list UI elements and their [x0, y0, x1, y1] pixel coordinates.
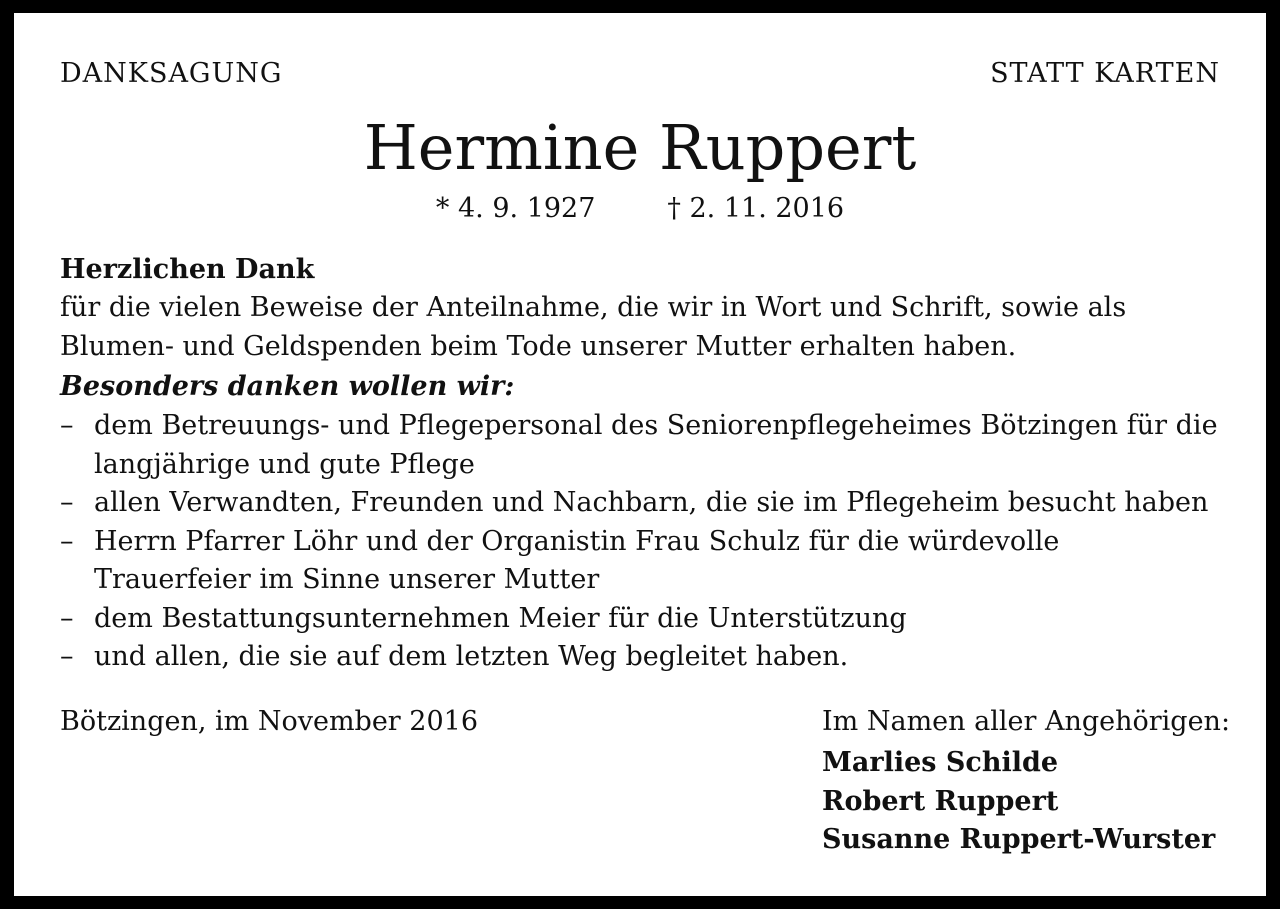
signer-name: Robert Ruppert — [822, 785, 1059, 817]
special-thanks-heading: Besonders danken wollen wir: — [60, 371, 515, 402]
place-and-date: Bötzingen, im November 2016 — [60, 706, 479, 737]
list-item-text: dem Bestattungsunternehmen Meier für die Unterstützung — [94, 602, 907, 634]
life-dates — [14, 193, 1266, 224]
dash-bullet: – — [60, 641, 74, 672]
list-item-text: dem Betreuungs- und Pflegepersonal des Seniorenpflegeheimes Bötzingen für die langjährige und gute Pflege — [94, 410, 1218, 480]
header-danksagung: DANKSAGUNG — [60, 58, 283, 89]
death-date: † 2. 11. 2016 — [667, 193, 845, 224]
list-item — [60, 484, 1220, 523]
signer-name: Marlies Schilde — [822, 747, 1059, 778]
deceased-name: Hermine Ruppert — [363, 111, 917, 184]
obituary-card — [14, 13, 1266, 896]
signer-name: Susanne Ruppert-Wurster — [822, 824, 1216, 855]
dash-bullet: – — [60, 602, 74, 634]
special-thanks-list — [60, 407, 1220, 677]
list-item — [60, 600, 1220, 639]
dash-bullet: – — [60, 487, 74, 518]
dash-bullet: – — [60, 410, 74, 441]
list-item-text: allen Verwandten, Freunden und Nachbarn, die sie im Pflegeheim besucht haben — [94, 487, 1209, 518]
signature-intro: Im Namen aller Angehörigen: — [822, 706, 1231, 737]
thanks-heading: Herzlichen Dank — [60, 254, 315, 285]
birth-date: * 4. 9. 1927 — [435, 193, 596, 224]
list-item — [60, 638, 1220, 677]
list-item-text: Herrn Pfarrer Löhr und der Organistin Frau Schulz für die würdevolle Trauerfeier im Sinne unserer Mutter — [94, 525, 1060, 595]
list-item — [60, 523, 1220, 600]
list-item — [60, 407, 1220, 484]
list-item-text: und allen, die sie auf dem letzten Weg begleitet haben. — [94, 641, 849, 672]
signers-list — [822, 744, 1215, 860]
dash-bullet: – — [60, 525, 74, 557]
thanks-text: für die vielen Beweise der Anteilnahme, die wir in Wort und Schrift, sowie als Blumen- und Geldspenden beim Tode unserer Mutter erhalten haben. — [60, 292, 1127, 362]
header-statt-karten: STATT KARTEN — [990, 58, 1220, 89]
